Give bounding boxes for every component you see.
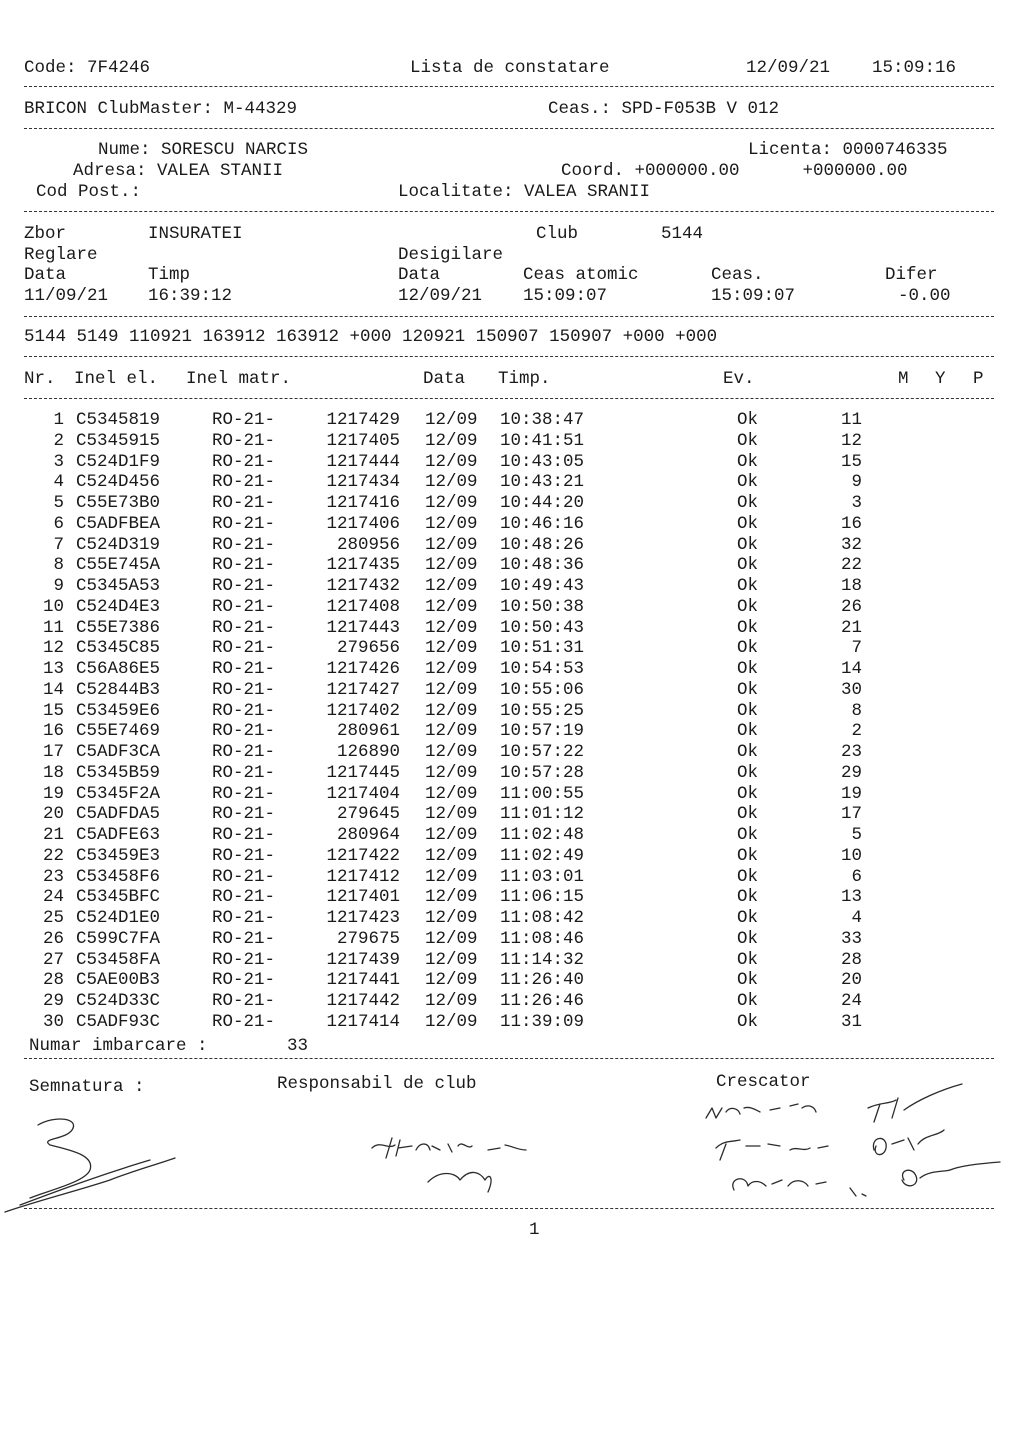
cell-timp: 11:14:32: [500, 949, 585, 970]
cell-position: 8: [851, 700, 862, 721]
cell-ring-prefix: RO-21-: [212, 513, 276, 534]
cell-inel-el: C5AE00B3: [76, 970, 161, 991]
cell-ev: Ok: [737, 596, 759, 617]
cell-timp: 11:01:12: [500, 804, 585, 825]
cell-timp: 10:54:53: [500, 659, 585, 679]
cell-ev: Ok: [737, 845, 759, 866]
cell-ring-prefix: RO-21-: [212, 908, 276, 928]
cell-nr: 11: [42, 617, 64, 638]
cell-ring-prefix: RO-21-: [212, 493, 276, 513]
cell-data: 12/09: [425, 928, 478, 949]
cell-inel-el: C524D1F9: [76, 451, 161, 472]
cell-timp: 10:51:31: [500, 638, 585, 659]
cell-data: 12/09: [425, 1011, 478, 1032]
cell-position: 4: [851, 908, 862, 928]
cell-ev: Ok: [737, 742, 759, 762]
cell-data: 12/09: [425, 451, 478, 472]
atomic-clock-time: 15:09:07: [523, 286, 608, 306]
cell-ev: Ok: [737, 1011, 759, 1032]
th-inel-matr: Inel matr.: [186, 369, 292, 389]
col-header-difer: Difer: [885, 265, 938, 285]
cell-data: 12/09: [425, 617, 478, 638]
cell-ev: Ok: [737, 825, 759, 845]
boarding-count-label: Numar imbarcare :: [29, 1036, 208, 1056]
cell-inel-el: C53458FA: [76, 949, 161, 970]
col-header-ceas-atomic: Ceas atomic: [523, 265, 639, 285]
cell-inel-el: C599C7FA: [76, 928, 161, 949]
cell-inel-el: C524D319: [76, 534, 161, 555]
cell-inel-el: C55E7469: [76, 721, 161, 742]
cell-inel-el: C56A86E5: [76, 659, 161, 679]
cell-data: 12/09: [425, 430, 478, 451]
cell-data: 12/09: [425, 513, 478, 534]
cell-ring-prefix: RO-21-: [212, 638, 276, 659]
cell-timp: 11:00:55: [500, 783, 585, 804]
cell-timp: 10:48:26: [500, 534, 585, 555]
cell-data: 12/09: [425, 783, 478, 804]
cell-ring-prefix: RO-21-: [212, 617, 276, 638]
cell-timp: 11:08:42: [500, 908, 585, 928]
cell-position: 26: [840, 596, 862, 617]
cell-inel-el: C524D4E3: [76, 596, 161, 617]
owner-postal-code: Cod Post.:: [36, 182, 142, 202]
cell-data: 12/09: [425, 493, 478, 513]
th-ev: Ev.: [723, 369, 755, 389]
club-label: Club: [536, 224, 579, 244]
cell-inel-matr: 1217414: [326, 1011, 400, 1032]
cell-ev: Ok: [737, 721, 759, 742]
cell-position: 33: [840, 928, 862, 949]
cell-inel-el: C5345A53: [76, 576, 161, 596]
cell-timp: 11:26:40: [500, 970, 585, 991]
cell-timp: 11:26:46: [500, 991, 585, 1011]
col-header-data-reglare: Data: [24, 265, 67, 285]
cell-ring-prefix: RO-21-: [212, 1011, 276, 1032]
cell-data: 12/09: [425, 908, 478, 928]
cell-nr: 30: [42, 1011, 64, 1032]
cell-ev: Ok: [737, 804, 759, 825]
reglare-date: 11/09/21: [24, 286, 109, 306]
cell-data: 12/09: [425, 534, 478, 555]
cell-position: 3: [851, 493, 862, 513]
cell-inel-matr: 1217422: [326, 845, 400, 866]
cell-ev: Ok: [737, 659, 759, 679]
clock-time: 15:09:07: [711, 286, 796, 306]
cell-nr: 24: [42, 887, 64, 908]
cell-data: 12/09: [425, 866, 478, 887]
cell-position: 6: [851, 866, 862, 887]
cell-inel-matr: 1217445: [326, 762, 400, 783]
cell-timp: 10:49:43: [500, 576, 585, 596]
cell-ev: Ok: [737, 513, 759, 534]
cell-inel-el: C5ADFE63: [76, 825, 161, 845]
cell-ring-prefix: RO-21-: [212, 700, 276, 721]
cell-nr: 21: [42, 825, 64, 845]
cell-inel-el: C55E73B0: [76, 493, 161, 513]
cell-position: 7: [851, 638, 862, 659]
cell-ev: Ok: [737, 908, 759, 928]
th-data: Data: [423, 369, 466, 389]
owner-license: Licenta: 0000746335: [748, 140, 948, 160]
cell-inel-el: C52844B3: [76, 679, 161, 700]
cell-ev: Ok: [737, 410, 759, 430]
th-inel-el: Inel el.: [74, 369, 159, 389]
cell-ev: Ok: [737, 949, 759, 970]
page-number: 1: [529, 1220, 540, 1240]
cell-ev: Ok: [737, 493, 759, 513]
cell-timp: 11:02:49: [500, 845, 585, 866]
document-title: Lista de constatare: [410, 58, 610, 78]
cell-nr: 13: [42, 659, 64, 679]
print-time: 15:09:16: [872, 58, 957, 78]
cell-inel-matr: 1217427: [326, 679, 400, 700]
cell-data: 12/09: [425, 825, 478, 845]
cell-ev: Ok: [737, 472, 759, 493]
cell-ring-prefix: RO-21-: [212, 783, 276, 804]
cell-inel-el: C5ADFDA5: [76, 804, 161, 825]
cell-ring-prefix: RO-21-: [212, 534, 276, 555]
cell-inel-el: C524D33C: [76, 991, 161, 1011]
cell-timp: 10:50:38: [500, 596, 585, 617]
cell-data: 12/09: [425, 659, 478, 679]
cell-ev: Ok: [737, 970, 759, 991]
cell-inel-el: C53458F6: [76, 866, 161, 887]
cell-timp: 10:57:19: [500, 721, 585, 742]
cell-nr: 23: [42, 866, 64, 887]
owner-address: Adresa: VALEA STANII: [73, 161, 284, 181]
club-number: 5144: [661, 224, 704, 244]
cell-ring-prefix: RO-21-: [212, 866, 276, 887]
cell-inel-el: C5ADFBEA: [76, 513, 161, 534]
cell-nr: 7: [53, 534, 64, 555]
cell-ev: Ok: [737, 762, 759, 783]
cell-inel-el: C5345F2A: [76, 783, 161, 804]
cell-data: 12/09: [425, 762, 478, 783]
cell-position: 32: [840, 534, 862, 555]
cell-ev: Ok: [737, 679, 759, 700]
flight-name: INSURATEI: [148, 224, 243, 244]
club-responsible-label: Responsabil de club: [277, 1074, 477, 1094]
cell-ring-prefix: RO-21-: [212, 762, 276, 783]
cell-ring-prefix: RO-21-: [212, 804, 276, 825]
clock-id: Ceas.: SPD-F053B V 012: [548, 99, 780, 119]
cell-ev: Ok: [737, 783, 759, 804]
cell-ev: Ok: [737, 638, 759, 659]
cell-data: 12/09: [425, 970, 478, 991]
cell-ring-prefix: RO-21-: [212, 410, 276, 430]
cell-data: 12/09: [425, 638, 478, 659]
th-timp: Timp.: [498, 369, 551, 389]
cell-timp: 10:57:22: [500, 742, 585, 762]
cell-inel-matr: 280961: [336, 721, 400, 742]
cell-inel-matr: 1217444: [326, 451, 400, 472]
cell-inel-matr: 279656: [336, 638, 400, 659]
cell-position: 19: [840, 783, 862, 804]
col-header-timp-reglare: Timp: [148, 265, 191, 285]
cell-position: 20: [840, 970, 862, 991]
cell-ev: Ok: [737, 617, 759, 638]
cell-position: 13: [840, 887, 862, 908]
cell-position: 24: [840, 991, 862, 1011]
cell-data: 12/09: [425, 472, 478, 493]
cell-inel-el: C5ADF3CA: [76, 742, 161, 762]
cell-ring-prefix: RO-21-: [212, 887, 276, 908]
clubmaster-id: BRICON ClubMaster: M-44329: [24, 99, 298, 119]
cell-nr: 28: [42, 970, 64, 991]
cell-position: 22: [840, 555, 862, 576]
cell-position: 28: [840, 949, 862, 970]
cell-data: 12/09: [425, 555, 478, 576]
cell-inel-el: C5345915: [76, 430, 161, 451]
cell-nr: 15: [42, 700, 64, 721]
cell-timp: 10:41:51: [500, 430, 585, 451]
cell-data: 12/09: [425, 721, 478, 742]
cell-position: 5: [851, 825, 862, 845]
cell-ev: Ok: [737, 991, 759, 1011]
cell-timp: 10:48:36: [500, 555, 585, 576]
cell-inel-matr: 1217429: [326, 410, 400, 430]
cell-inel-matr: 1217435: [326, 555, 400, 576]
raw-code-line: 5144 5149 110921 163912 163912 +000 120921 150907 150907 +000 +000: [24, 327, 718, 347]
cell-ev: Ok: [737, 555, 759, 576]
cell-timp: 10:55:25: [500, 700, 585, 721]
desigilare-date: 12/09/21: [398, 286, 483, 306]
cell-ring-prefix: RO-21-: [212, 472, 276, 493]
cell-data: 12/09: [425, 845, 478, 866]
cell-inel-el: C5345B59: [76, 762, 161, 783]
cell-timp: 10:50:43: [500, 617, 585, 638]
cell-position: 31: [840, 1011, 862, 1032]
cell-inel-matr: 1217408: [326, 596, 400, 617]
cell-data: 12/09: [425, 887, 478, 908]
owner-coordinates: Coord. +000000.00 +000000.00: [561, 161, 908, 181]
cell-nr: 18: [42, 762, 64, 783]
th-p: P: [973, 369, 984, 389]
cell-inel-el: C524D456: [76, 472, 161, 493]
cell-nr: 12: [42, 638, 64, 659]
cell-timp: 11:08:46: [500, 928, 585, 949]
cell-data: 12/09: [425, 596, 478, 617]
cell-inel-el: C5345819: [76, 410, 161, 430]
cell-inel-matr: 1217439: [326, 949, 400, 970]
divider: [24, 1208, 994, 1209]
cell-nr: 16: [42, 721, 64, 742]
cell-inel-matr: 1217441: [326, 970, 400, 991]
cell-position: 12: [840, 430, 862, 451]
th-y: Y: [935, 369, 946, 389]
cell-inel-matr: 279675: [336, 928, 400, 949]
cell-nr: 5: [53, 493, 64, 513]
cell-data: 12/09: [425, 804, 478, 825]
cell-timp: 10:43:05: [500, 451, 585, 472]
cell-ring-prefix: RO-21-: [212, 845, 276, 866]
print-date: 12/09/21: [746, 58, 831, 78]
cell-position: 30: [840, 679, 862, 700]
cell-nr: 14: [42, 679, 64, 700]
cell-inel-matr: 1217412: [326, 866, 400, 887]
reglare-label: Reglare: [24, 245, 98, 265]
cell-timp: 11:03:01: [500, 866, 585, 887]
cell-timp: 11:06:15: [500, 887, 585, 908]
cell-inel-matr: 1217443: [326, 617, 400, 638]
owner-name: Nume: SORESCU NARCIS: [98, 140, 309, 160]
signature-label: Semnatura :: [29, 1077, 145, 1097]
cell-position: 15: [840, 451, 862, 472]
cell-inel-matr: 280956: [336, 534, 400, 555]
cell-data: 12/09: [425, 410, 478, 430]
cell-ring-prefix: RO-21-: [212, 949, 276, 970]
th-nr: Nr.: [24, 369, 56, 389]
cell-data: 12/09: [425, 991, 478, 1011]
cell-data: 12/09: [425, 949, 478, 970]
cell-inel-el: C55E7386: [76, 617, 161, 638]
cell-ev: Ok: [737, 887, 759, 908]
cell-ring-prefix: RO-21-: [212, 451, 276, 472]
cell-nr: 20: [42, 804, 64, 825]
cell-position: 11: [840, 410, 862, 430]
cell-nr: 9: [53, 576, 64, 596]
cell-ev: Ok: [737, 928, 759, 949]
cell-ring-prefix: RO-21-: [212, 970, 276, 991]
cell-data: 12/09: [425, 576, 478, 596]
cell-inel-el: C524D1E0: [76, 908, 161, 928]
cell-data: 12/09: [425, 742, 478, 762]
cell-position: 14: [840, 659, 862, 679]
cell-nr: 8: [53, 555, 64, 576]
cell-nr: 27: [42, 949, 64, 970]
flight-label: Zbor: [24, 224, 67, 244]
cell-position: 9: [851, 472, 862, 493]
cell-ev: Ok: [737, 576, 759, 596]
cell-inel-matr: 280964: [336, 825, 400, 845]
cell-inel-matr: 1217434: [326, 472, 400, 493]
cell-ev: Ok: [737, 866, 759, 887]
cell-inel-matr: 1217405: [326, 430, 400, 451]
cell-nr: 2: [53, 430, 64, 451]
cell-ev: Ok: [737, 430, 759, 451]
cell-timp: 10:46:16: [500, 513, 585, 534]
cell-position: 29: [840, 762, 862, 783]
cell-inel-matr: 1217404: [326, 783, 400, 804]
cell-data: 12/09: [425, 679, 478, 700]
clock-difference: -0.00: [898, 286, 951, 306]
cell-nr: 1: [53, 410, 64, 430]
cell-inel-matr: 279645: [336, 804, 400, 825]
cell-inel-matr: 1217401: [326, 887, 400, 908]
cell-inel-matr: 1217442: [326, 991, 400, 1011]
cell-inel-el: C55E745A: [76, 555, 161, 576]
boarding-count-value: 33: [287, 1036, 309, 1056]
cell-ring-prefix: RO-21-: [212, 596, 276, 617]
cell-ev: Ok: [737, 534, 759, 555]
col-header-data-desigilare: Data: [398, 265, 441, 285]
cell-timp: 10:55:06: [500, 679, 585, 700]
cell-timp: 11:02:48: [500, 825, 585, 845]
cell-nr: 3: [53, 451, 64, 472]
cell-nr: 29: [42, 991, 64, 1011]
reglare-time: 16:39:12: [148, 286, 233, 306]
cell-timp: 10:44:20: [500, 493, 585, 513]
cell-inel-matr: 1217402: [326, 700, 400, 721]
cell-position: 10: [840, 845, 862, 866]
cell-inel-el: C53459E6: [76, 700, 161, 721]
cell-inel-el: C53459E3: [76, 845, 161, 866]
document-code: Code: 7F4246: [24, 58, 151, 78]
cell-timp: 10:57:28: [500, 762, 585, 783]
breeder-label: Crescator: [716, 1072, 811, 1092]
cell-nr: 17: [42, 742, 64, 762]
cell-ring-prefix: RO-21-: [212, 991, 276, 1011]
cell-ring-prefix: RO-21-: [212, 742, 276, 762]
col-header-ceas: Ceas.: [711, 265, 764, 285]
cell-ring-prefix: RO-21-: [212, 659, 276, 679]
cell-ev: Ok: [737, 451, 759, 472]
cell-position: 16: [840, 513, 862, 534]
cell-inel-matr: 1217423: [326, 908, 400, 928]
cell-inel-matr: 1217406: [326, 513, 400, 534]
cell-nr: 4: [53, 472, 64, 493]
cell-nr: 22: [42, 845, 64, 866]
cell-position: 2: [851, 721, 862, 742]
th-m: M: [898, 369, 909, 389]
cell-ring-prefix: RO-21-: [212, 430, 276, 451]
owner-locality: Localitate: VALEA SRANII: [398, 182, 651, 202]
desigilare-label: Desigilare: [398, 245, 504, 265]
cell-nr: 10: [42, 596, 64, 617]
cell-ring-prefix: RO-21-: [212, 576, 276, 596]
cell-nr: 6: [53, 513, 64, 534]
cell-ring-prefix: RO-21-: [212, 721, 276, 742]
cell-timp: 11:39:09: [500, 1011, 585, 1032]
cell-position: 21: [840, 617, 862, 638]
cell-nr: 26: [42, 928, 64, 949]
cell-position: 23: [840, 742, 862, 762]
cell-inel-el: C5ADF93C: [76, 1011, 161, 1032]
cell-ring-prefix: RO-21-: [212, 679, 276, 700]
cell-timp: 10:43:21: [500, 472, 585, 493]
cell-position: 17: [840, 804, 862, 825]
cell-nr: 25: [42, 908, 64, 928]
cell-ring-prefix: RO-21-: [212, 928, 276, 949]
cell-data: 12/09: [425, 700, 478, 721]
cell-inel-el: C5345BFC: [76, 887, 161, 908]
cell-nr: 19: [42, 783, 64, 804]
cell-inel-matr: 1217426: [326, 659, 400, 679]
cell-inel-matr: 1217416: [326, 493, 400, 513]
cell-inel-el: C5345C85: [76, 638, 161, 659]
cell-position: 18: [840, 576, 862, 596]
cell-ring-prefix: RO-21-: [212, 555, 276, 576]
cell-timp: 10:38:47: [500, 410, 585, 430]
cell-ev: Ok: [737, 700, 759, 721]
cell-inel-matr: 126890: [336, 742, 400, 762]
cell-ring-prefix: RO-21-: [212, 825, 276, 845]
cell-inel-matr: 1217432: [326, 576, 400, 596]
